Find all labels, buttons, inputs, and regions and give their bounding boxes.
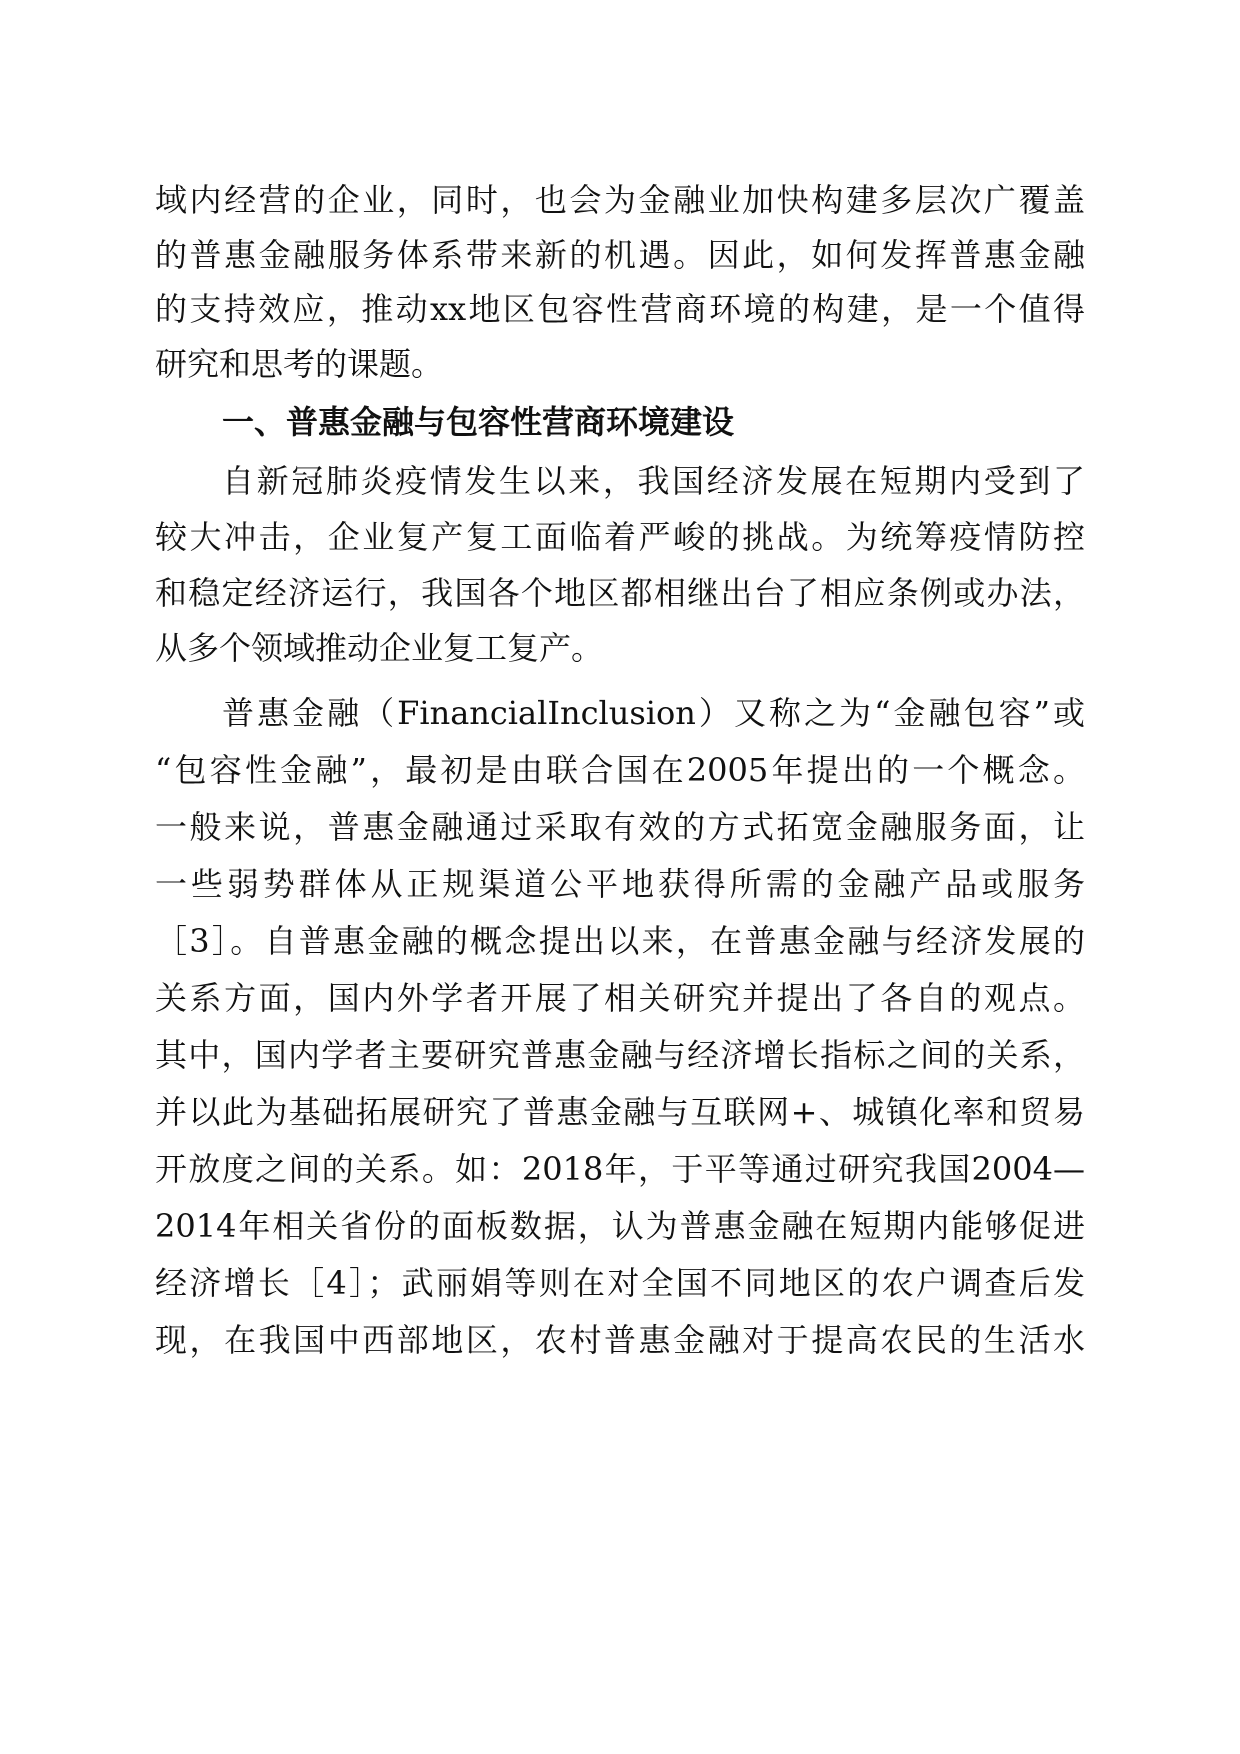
paragraph2-line-8: 并以此为基础拓展研究了普惠金融与互联网+、城镇化率和贸易: [155, 1093, 1085, 1131]
paragraph2-line-1: 普惠金融（FinancialInclusion）又称之为“金融包容”或: [222, 694, 1085, 732]
paragraph2-line-6: 关系方面，国内外学者开展了相关研究并提出了各自的观点。: [155, 979, 1085, 1017]
paragraph2-line-9: 开放度之间的关系。如：2018年，于平等通过研究我国2004—: [155, 1150, 1085, 1188]
paragraph2-line-2: “包容性金融”，最初是由联合国在2005年提出的一个概念。: [155, 751, 1085, 789]
paragraph1-line-3: 和稳定经济运行，我国各个地区都相继出台了相应条例或办法，: [155, 574, 1085, 612]
intro-line-1: 域内经营的企业，同时，也会为金融业加快构建多层次广覆盖: [155, 181, 1085, 219]
paragraph1-line-1: 自新冠肺炎疫情发生以来，我国经济发展在短期内受到了: [222, 462, 1085, 500]
paragraph2-line-5: ［3］。自普惠金融的概念提出以来，在普惠金融与经济发展的: [155, 922, 1085, 960]
section-heading: 一、普惠金融与包容性营商环境建设: [222, 403, 735, 441]
paragraph2-line-11: 经济增长［4］；武丽娟等则在对全国不同地区的农户调查后发: [155, 1264, 1085, 1302]
paragraph2-line-3: 一般来说，普惠金融通过采取有效的方式拓宽金融服务面，让: [155, 808, 1085, 846]
intro-line-4: 研究和思考的课题。: [155, 345, 444, 383]
intro-line-2: 的普惠金融服务体系带来新的机遇。因此，如何发挥普惠金融: [155, 236, 1085, 274]
paragraph2-line-4: 一些弱势群体从正规渠道公平地获得所需的金融产品或服务: [155, 865, 1085, 903]
paragraph2-line-7: 其中，国内学者主要研究普惠金融与经济增长指标之间的关系，: [155, 1036, 1085, 1074]
intro-line-3: 的支持效应，推动xx地区包容性营商环境的构建，是一个值得: [155, 290, 1085, 328]
paragraph1-line-2: 较大冲击，企业复产复工面临着严峻的挑战。为统筹疫情防控: [155, 518, 1085, 556]
paragraph2-line-12: 现，在我国中西部地区，农村普惠金融对于提高农民的生活水: [155, 1321, 1085, 1359]
paragraph1-line-4: 从多个领域推动企业复工复产。: [155, 629, 604, 667]
paragraph2-line-10: 2014年相关省份的面板数据，认为普惠金融在短期内能够促进: [155, 1207, 1085, 1245]
